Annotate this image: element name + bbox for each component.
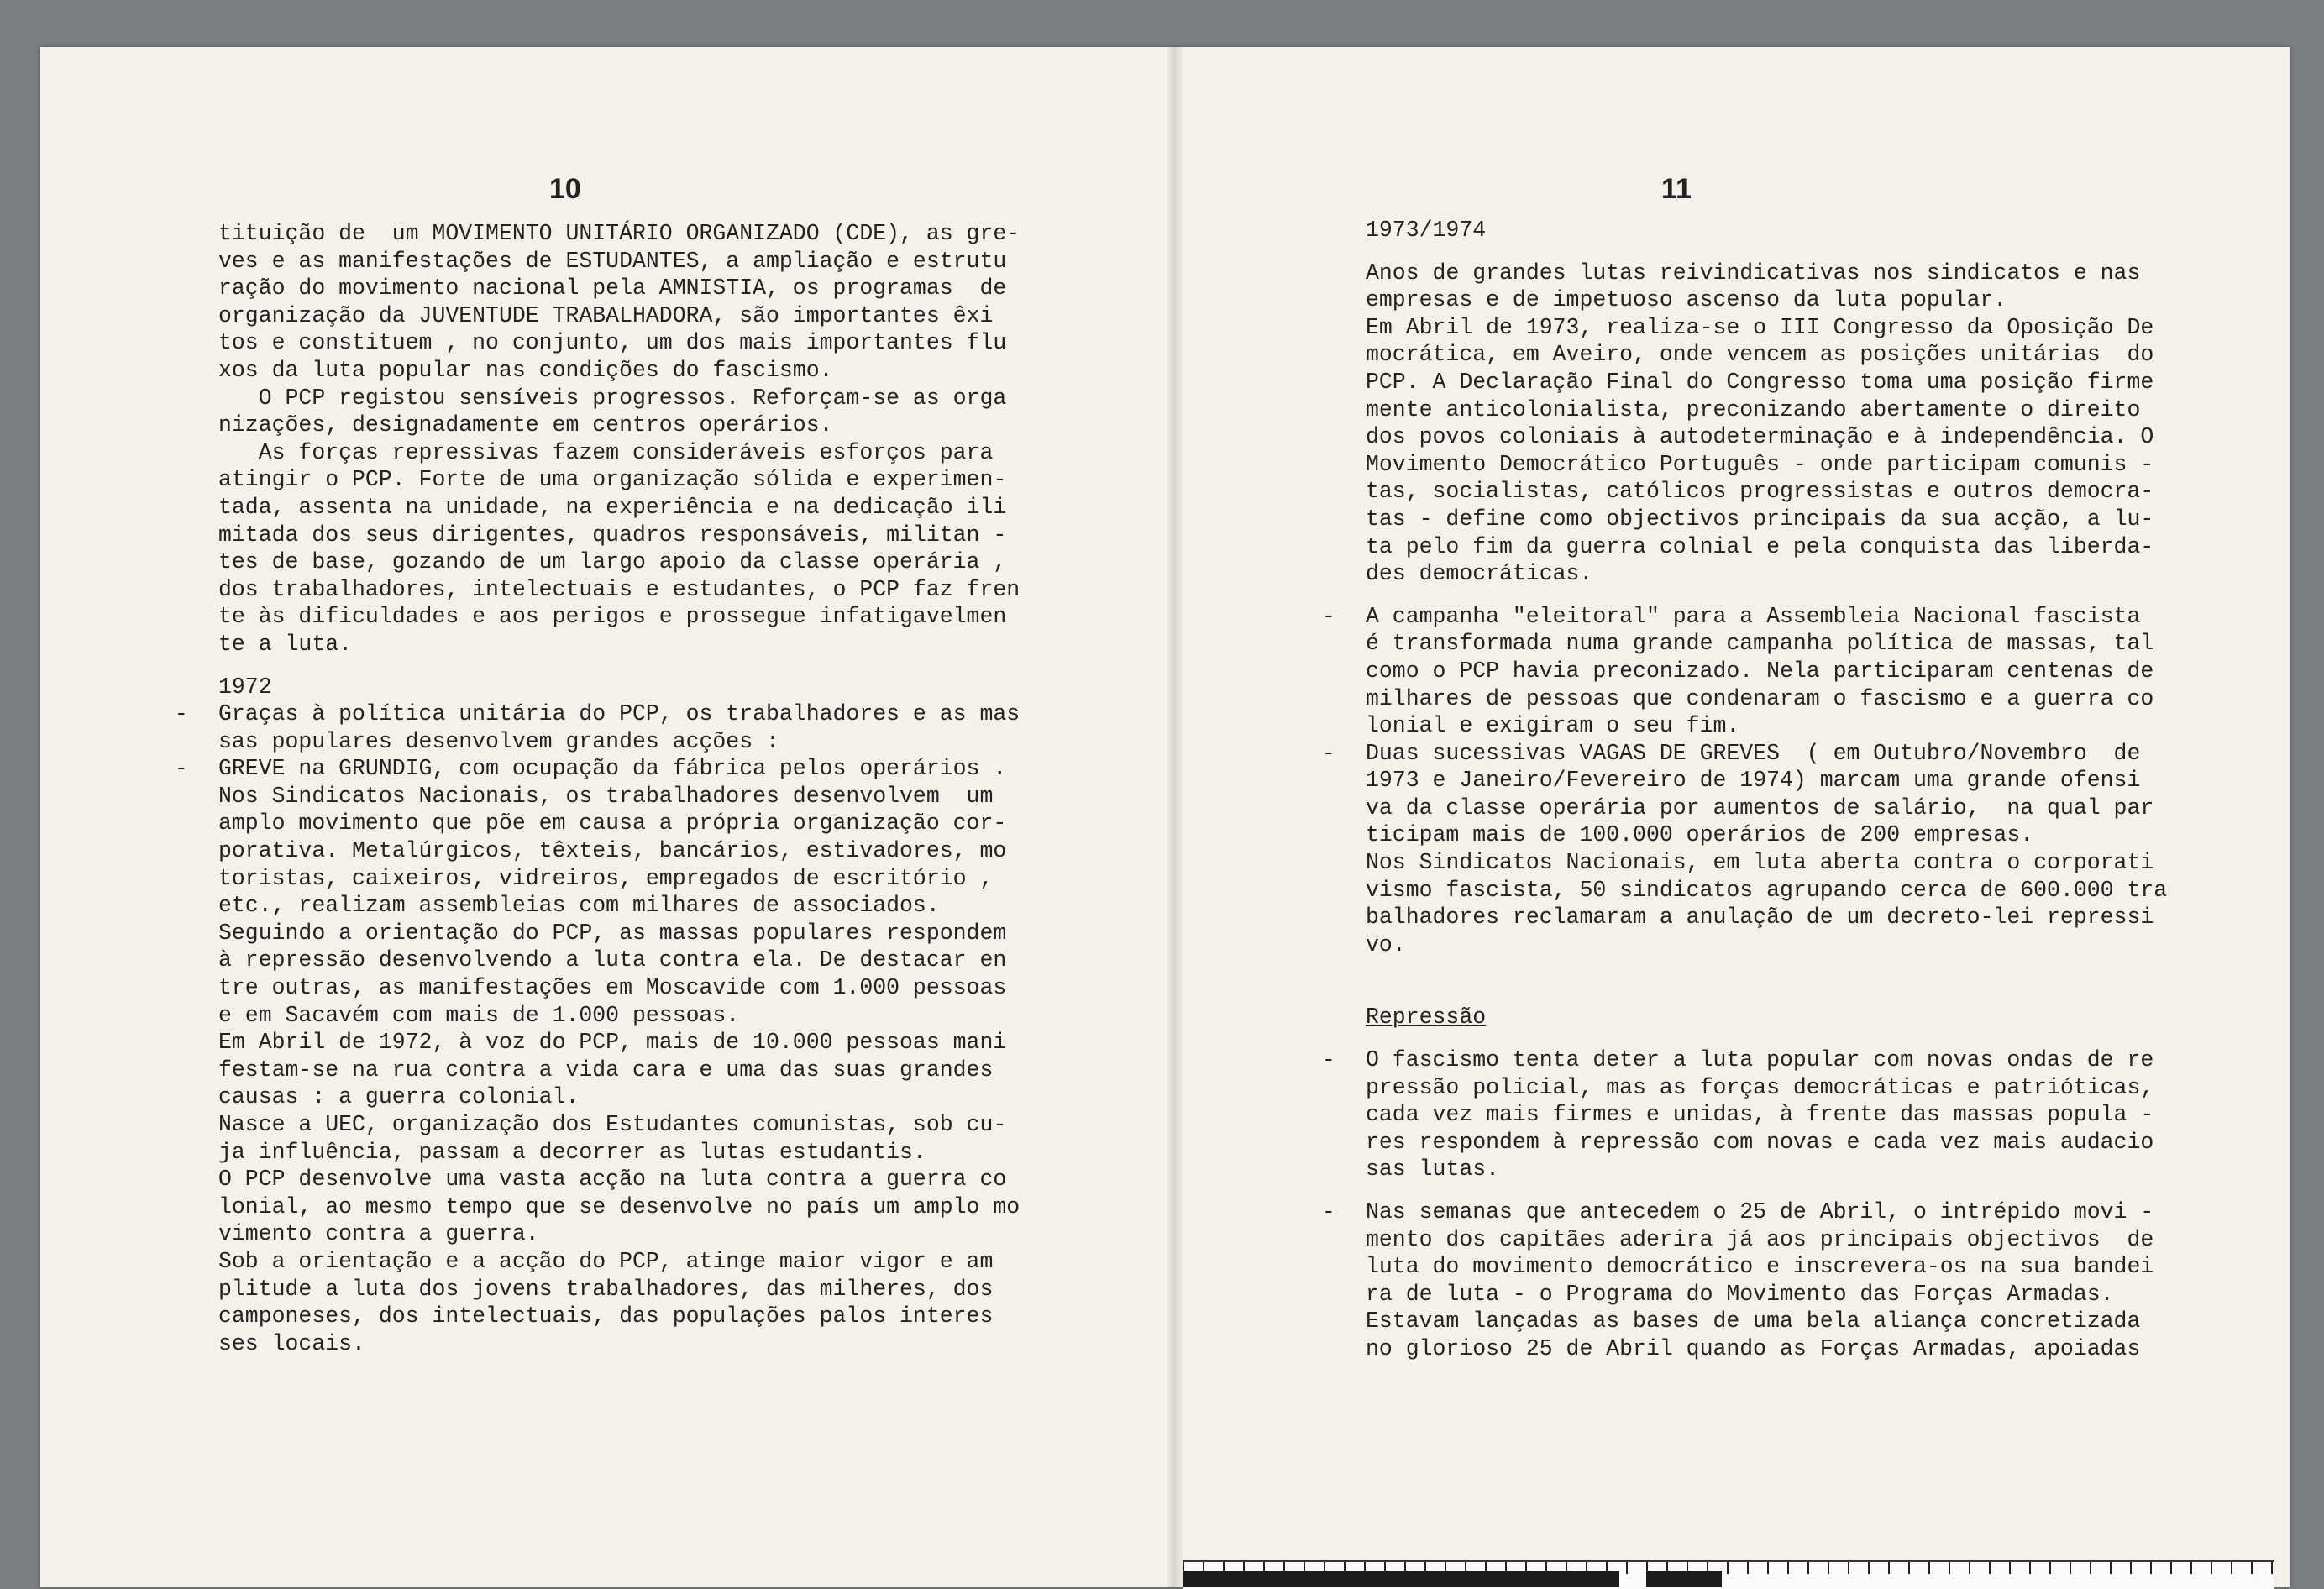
text-line [218, 1276, 1075, 1303]
text-line [1366, 685, 2248, 713]
text-line [1366, 1226, 2248, 1254]
text-line [218, 783, 1075, 810]
line-text: As forças repressivas fazem consideráveis esforços para [218, 439, 994, 465]
line-spacer [1366, 1183, 2248, 1198]
text-line [1366, 794, 2248, 822]
line-text: vimento contra a guerra. [218, 1221, 539, 1247]
text-line [1366, 314, 2248, 342]
text-line [1366, 396, 2248, 424]
line-text: dos povos coloniais à autodeterminação e à independência. O [1366, 424, 2154, 450]
line-text: pressão policial, mas as forças democráticas e patrióticas, [1366, 1074, 2154, 1100]
line-text: te às dificuldades e aos perigos e prossegue infatigavelmen [218, 604, 1007, 630]
line-text: ta pelo fim da guerra colnial e pela conquista das liberda- [1366, 533, 2154, 559]
text-line [1366, 630, 2248, 658]
line-text: sas lutas. [1366, 1156, 1500, 1183]
line-text: mento dos capitães aderira já aos principais objectivos de [1366, 1226, 2154, 1252]
line-text: plitude a luta dos jovens trabalhadores, das milheres, dos [218, 1276, 994, 1302]
line-text: GREVE na GRUNDIG, com ocupação da fábrica pelos operários . [218, 756, 1007, 782]
text-line [218, 220, 1075, 248]
line-text: PCP. A Declaração Final do Congresso toma uma posição firme [1366, 369, 2154, 395]
page-number-right: 11 [1661, 173, 1692, 205]
text-line [218, 603, 1075, 631]
text-line [218, 439, 1075, 467]
text-line [218, 1057, 1075, 1084]
line-text: Em Abril de 1972, à voz do PCP, mais de 10.000 pessoas mani [218, 1030, 1007, 1056]
text-line [1366, 1156, 2248, 1183]
line-text: xos da luta popular nas condições do fascismo. [218, 357, 833, 383]
text-line [218, 1139, 1075, 1167]
line-text: mocrática, em Aveiro, onde vencem as posições unitárias do [1366, 342, 2154, 368]
line-text: Graças à política unitária do PCP, os trabalhadores e as mas [218, 701, 1020, 727]
line-text: A campanha "eleitoral" para a Assembleia Nacional fascista [1366, 603, 2141, 629]
line-text: tas - define como objectivos principais da sua acção, a lu- [1366, 506, 2154, 532]
line-spacer [1366, 588, 2248, 603]
text-line [1366, 849, 2248, 877]
line-text: é transformada numa grande campanha política de massas, tal [1366, 631, 2154, 657]
line-text: ves e as manifestações de ESTUDANTES, a ampliação e estrutu [218, 248, 1007, 274]
page-number-left: 10 [549, 173, 581, 205]
line-text: 1972 [218, 674, 272, 700]
text-line [1366, 1253, 2248, 1281]
text-line [218, 810, 1075, 837]
text-line [218, 631, 1075, 658]
text-line [1366, 533, 2248, 561]
line-spacer [1366, 989, 2248, 1004]
line-text: amplo movimento que põe em causa a própria organização cor- [218, 810, 1007, 836]
text-line [218, 892, 1075, 920]
line-text: ses locais. [218, 1330, 365, 1356]
text-line [218, 1303, 1075, 1330]
text-line [1366, 423, 2248, 451]
text-line [218, 1220, 1075, 1248]
line-text: Nos Sindicatos Nacionais, os trabalhadores desenvolvem um [218, 783, 994, 809]
text-line [1366, 904, 2248, 931]
line-text: des democráticas. [1366, 561, 1593, 587]
line-text: mitada dos seus dirigentes, quadros responsáveis, militan - [218, 522, 1007, 548]
line-text: ja influência, passam a decorrer as lutas estudantis. [218, 1139, 926, 1165]
text-line [1322, 1198, 2248, 1226]
text-line [218, 1029, 1075, 1057]
text-line [218, 1111, 1075, 1139]
text-line [1366, 217, 2248, 244]
text-line [1366, 767, 2248, 794]
text-line [1366, 931, 2248, 959]
text-line [1366, 821, 2248, 849]
text-line [1366, 260, 2248, 287]
list-dash-marker: - [1322, 603, 1335, 629]
line-text: balhadores reclamaram a anulação de um decreto-lei repressi [1366, 905, 2154, 931]
list-dash-marker: - [1322, 1199, 1335, 1225]
line-spacer [1366, 1031, 2248, 1046]
line-text: Repressão [1366, 1004, 1487, 1030]
line-spacer [1366, 973, 2248, 989]
line-text: luta do movimento democrático e inscrevera-os na sua bandei [1366, 1254, 2154, 1280]
line-text: Estavam lançadas as bases de uma bela aliança concretizada [1366, 1308, 2141, 1335]
text-line [1322, 740, 2248, 768]
line-text: vismo fascista, 50 sindicatos agrupando cerca de 600.000 tra [1366, 877, 2168, 903]
document-spread [40, 47, 2290, 1587]
text-line [218, 1002, 1075, 1030]
text-line [218, 275, 1075, 302]
page-gutter [1167, 47, 1183, 1587]
text-line [218, 412, 1075, 439]
line-text: vo. [1366, 931, 1406, 957]
text-line [1366, 341, 2248, 369]
line-text: Nos Sindicatos Nacionais, em luta aberta contra o corporati [1366, 850, 2154, 876]
text-line [1366, 369, 2248, 396]
text-line [175, 755, 1075, 783]
line-text: dos trabalhadores, intelectuais e estudantes, o PCP faz fren [218, 576, 1020, 602]
line-text: camponeses, dos intelectuais, das populações palos interes [218, 1303, 994, 1329]
line-text: e em Sacavém com mais de 1.000 pessoas. [218, 1002, 740, 1028]
line-text: Seguindo a orientação do PCP, as massas populares respondem [218, 920, 1007, 946]
text-line [218, 1330, 1075, 1358]
text-line [1366, 506, 2248, 533]
line-text: res respondem à repressão com novas e cada vez mais audacio [1366, 1129, 2154, 1155]
text-line [1366, 1281, 2248, 1308]
line-text: va da classe operária por aumentos de salário, na qual par [1366, 794, 2154, 821]
line-text: Nasce a UEC, organização dos Estudantes comunistas, sob cu- [218, 1112, 1007, 1137]
text-line [218, 947, 1075, 974]
line-text: no glorioso 25 de Abril quando as Forças Armadas, apoiadas [1366, 1335, 2141, 1361]
text-line [1366, 877, 2248, 905]
right-page-text [1322, 217, 2248, 1363]
line-text: organização da JUVENTUDE TRABALHADORA, são importantes êxi [218, 302, 994, 328]
text-line [1366, 712, 2248, 740]
text-line [1322, 1046, 2248, 1074]
line-text: mente anticolonialista, preconizando abertamente o direito [1366, 396, 2141, 422]
line-text: Em Abril de 1973, realiza-se o III Congresso da Oposição De [1366, 314, 2154, 340]
list-dash-marker: - [175, 701, 188, 727]
text-line [1366, 451, 2248, 479]
line-text: tre outras, as manifestações em Moscavide com 1.000 pessoas [218, 975, 1007, 1001]
line-text: à repressão desenvolvendo a luta contra ela. De destacar en [218, 947, 1007, 973]
line-text: Anos de grandes lutas reivindicativas nos sindicatos e nas [1366, 260, 2141, 286]
text-line [1366, 560, 2248, 588]
text-line [218, 974, 1075, 1002]
text-line [1366, 1129, 2248, 1156]
text-line [1366, 658, 2248, 685]
text-line [218, 248, 1075, 275]
text-line [1366, 286, 2248, 314]
text-line [1366, 1074, 2248, 1102]
text-line [175, 700, 1075, 728]
line-text: O PCP registou sensíveis progressos. Reforçam-se as orga [218, 385, 1007, 411]
line-text: milhares de pessoas que condenaram o fascismo e a guerra co [1366, 685, 2154, 711]
text-line [218, 728, 1075, 756]
line-text: lonial, ao mesmo tempo que se desenvolve no país um amplo mo [218, 1193, 1020, 1219]
text-line [218, 865, 1075, 893]
line-text: tada, assenta na unidade, na experiência e na dedicação ili [218, 494, 1007, 520]
line-text: etc., realizam assembleias com milhares de associados. [218, 893, 940, 919]
line-text: Duas sucessivas VAGAS DE GREVES ( em Outubro/Novembro de [1366, 740, 2141, 766]
line-text: tas, socialistas, católicos progressistas e outros democra- [1366, 479, 2154, 505]
text-line [1366, 1101, 2248, 1129]
text-line [1366, 1308, 2248, 1335]
line-text: 1973 e Janeiro/Fevereiro de 1974) marcam uma grande ofensi [1366, 768, 2141, 794]
section-heading [1366, 1004, 2248, 1031]
line-text: O PCP desenvolve uma vasta acção na luta contra a guerra co [218, 1167, 1007, 1193]
line-text: tes de base, gozando de um largo apoio da classe operária , [218, 549, 1007, 575]
list-dash-marker: - [1322, 740, 1335, 766]
line-text: como o PCP havia preconizado. Nela participaram centenas de [1366, 658, 2154, 684]
text-line [218, 357, 1075, 385]
text-line [218, 920, 1075, 947]
line-text: 1973/1974 [1366, 218, 1487, 243]
text-line [218, 1248, 1075, 1276]
line-text: cada vez mais firmes e unidas, à frente das massas popula - [1366, 1102, 2154, 1128]
line-text: tituição de um MOVIMENTO UNITÁRIO ORGANIZADO (CDE), as gre- [218, 221, 1020, 246]
line-text: porativa. Metalúrgicos, têxteis, bancários, estivadores, mo [218, 838, 1007, 864]
line-text: causas : a guerra colonial. [218, 1084, 580, 1110]
text-line [218, 494, 1075, 522]
line-text: toristas, caixeiros, vidreiros, empregados de escritório , [218, 865, 994, 891]
line-spacer [1366, 958, 2248, 973]
text-line [218, 329, 1075, 357]
text-line [218, 466, 1075, 494]
text-line [218, 548, 1075, 576]
text-line [218, 837, 1075, 865]
line-text: ticipam mais de 100.000 operários de 200 empresas. [1366, 822, 2034, 848]
line-spacer [1366, 244, 2248, 260]
line-spacer [218, 658, 1075, 674]
text-line [218, 385, 1075, 412]
line-text: O fascismo tenta deter a luta popular com novas ondas de re [1366, 1047, 2154, 1073]
line-text: Movimento Democrático Português - onde participam comunis - [1366, 451, 2154, 477]
line-text: nizações, designadamente em centros operários. [218, 412, 833, 438]
text-line [218, 576, 1075, 604]
line-text: lonial e exigiram o seu fim. [1366, 713, 1740, 739]
ruler-block [1646, 1571, 1722, 1587]
line-text: Sob a orientação e a acção do PCP, atinge maior vigor e am [218, 1248, 994, 1274]
line-text: festam-se na rua contra a vida cara e uma das suas grandes [218, 1057, 994, 1083]
text-line [218, 1083, 1075, 1111]
text-line [218, 302, 1075, 330]
line-text: Nas semanas que antecedem o 25 de Abril, o intrépido movi - [1366, 1199, 2154, 1225]
ruler-block [1183, 1571, 1619, 1587]
left-page-text [175, 220, 1075, 1357]
line-text: te a luta. [218, 631, 353, 657]
line-text: ra de luta - o Programa do Movimento das Forças Armadas. [1366, 1281, 2114, 1307]
line-text: atingir o PCP. Forte de uma organização sólida e experimen- [218, 467, 1007, 493]
text-line [218, 1193, 1075, 1221]
list-dash-marker: - [175, 756, 188, 782]
text-line [1322, 603, 2248, 631]
line-text: ração do movimento nacional pela AMNISTIA, os programas de [218, 275, 1007, 302]
text-line [218, 1166, 1075, 1193]
text-line [218, 522, 1075, 549]
text-line [1366, 478, 2248, 506]
list-dash-marker: - [1322, 1047, 1335, 1073]
line-text: empresas e de impetuoso ascenso da luta popular. [1366, 287, 2007, 313]
text-line [218, 674, 1075, 701]
line-text: sas populares desenvolvem grandes acções : [218, 728, 779, 754]
line-text: tos e constituem , no conjunto, um dos mais importantes flu [218, 330, 1007, 356]
text-line [1366, 1335, 2248, 1363]
